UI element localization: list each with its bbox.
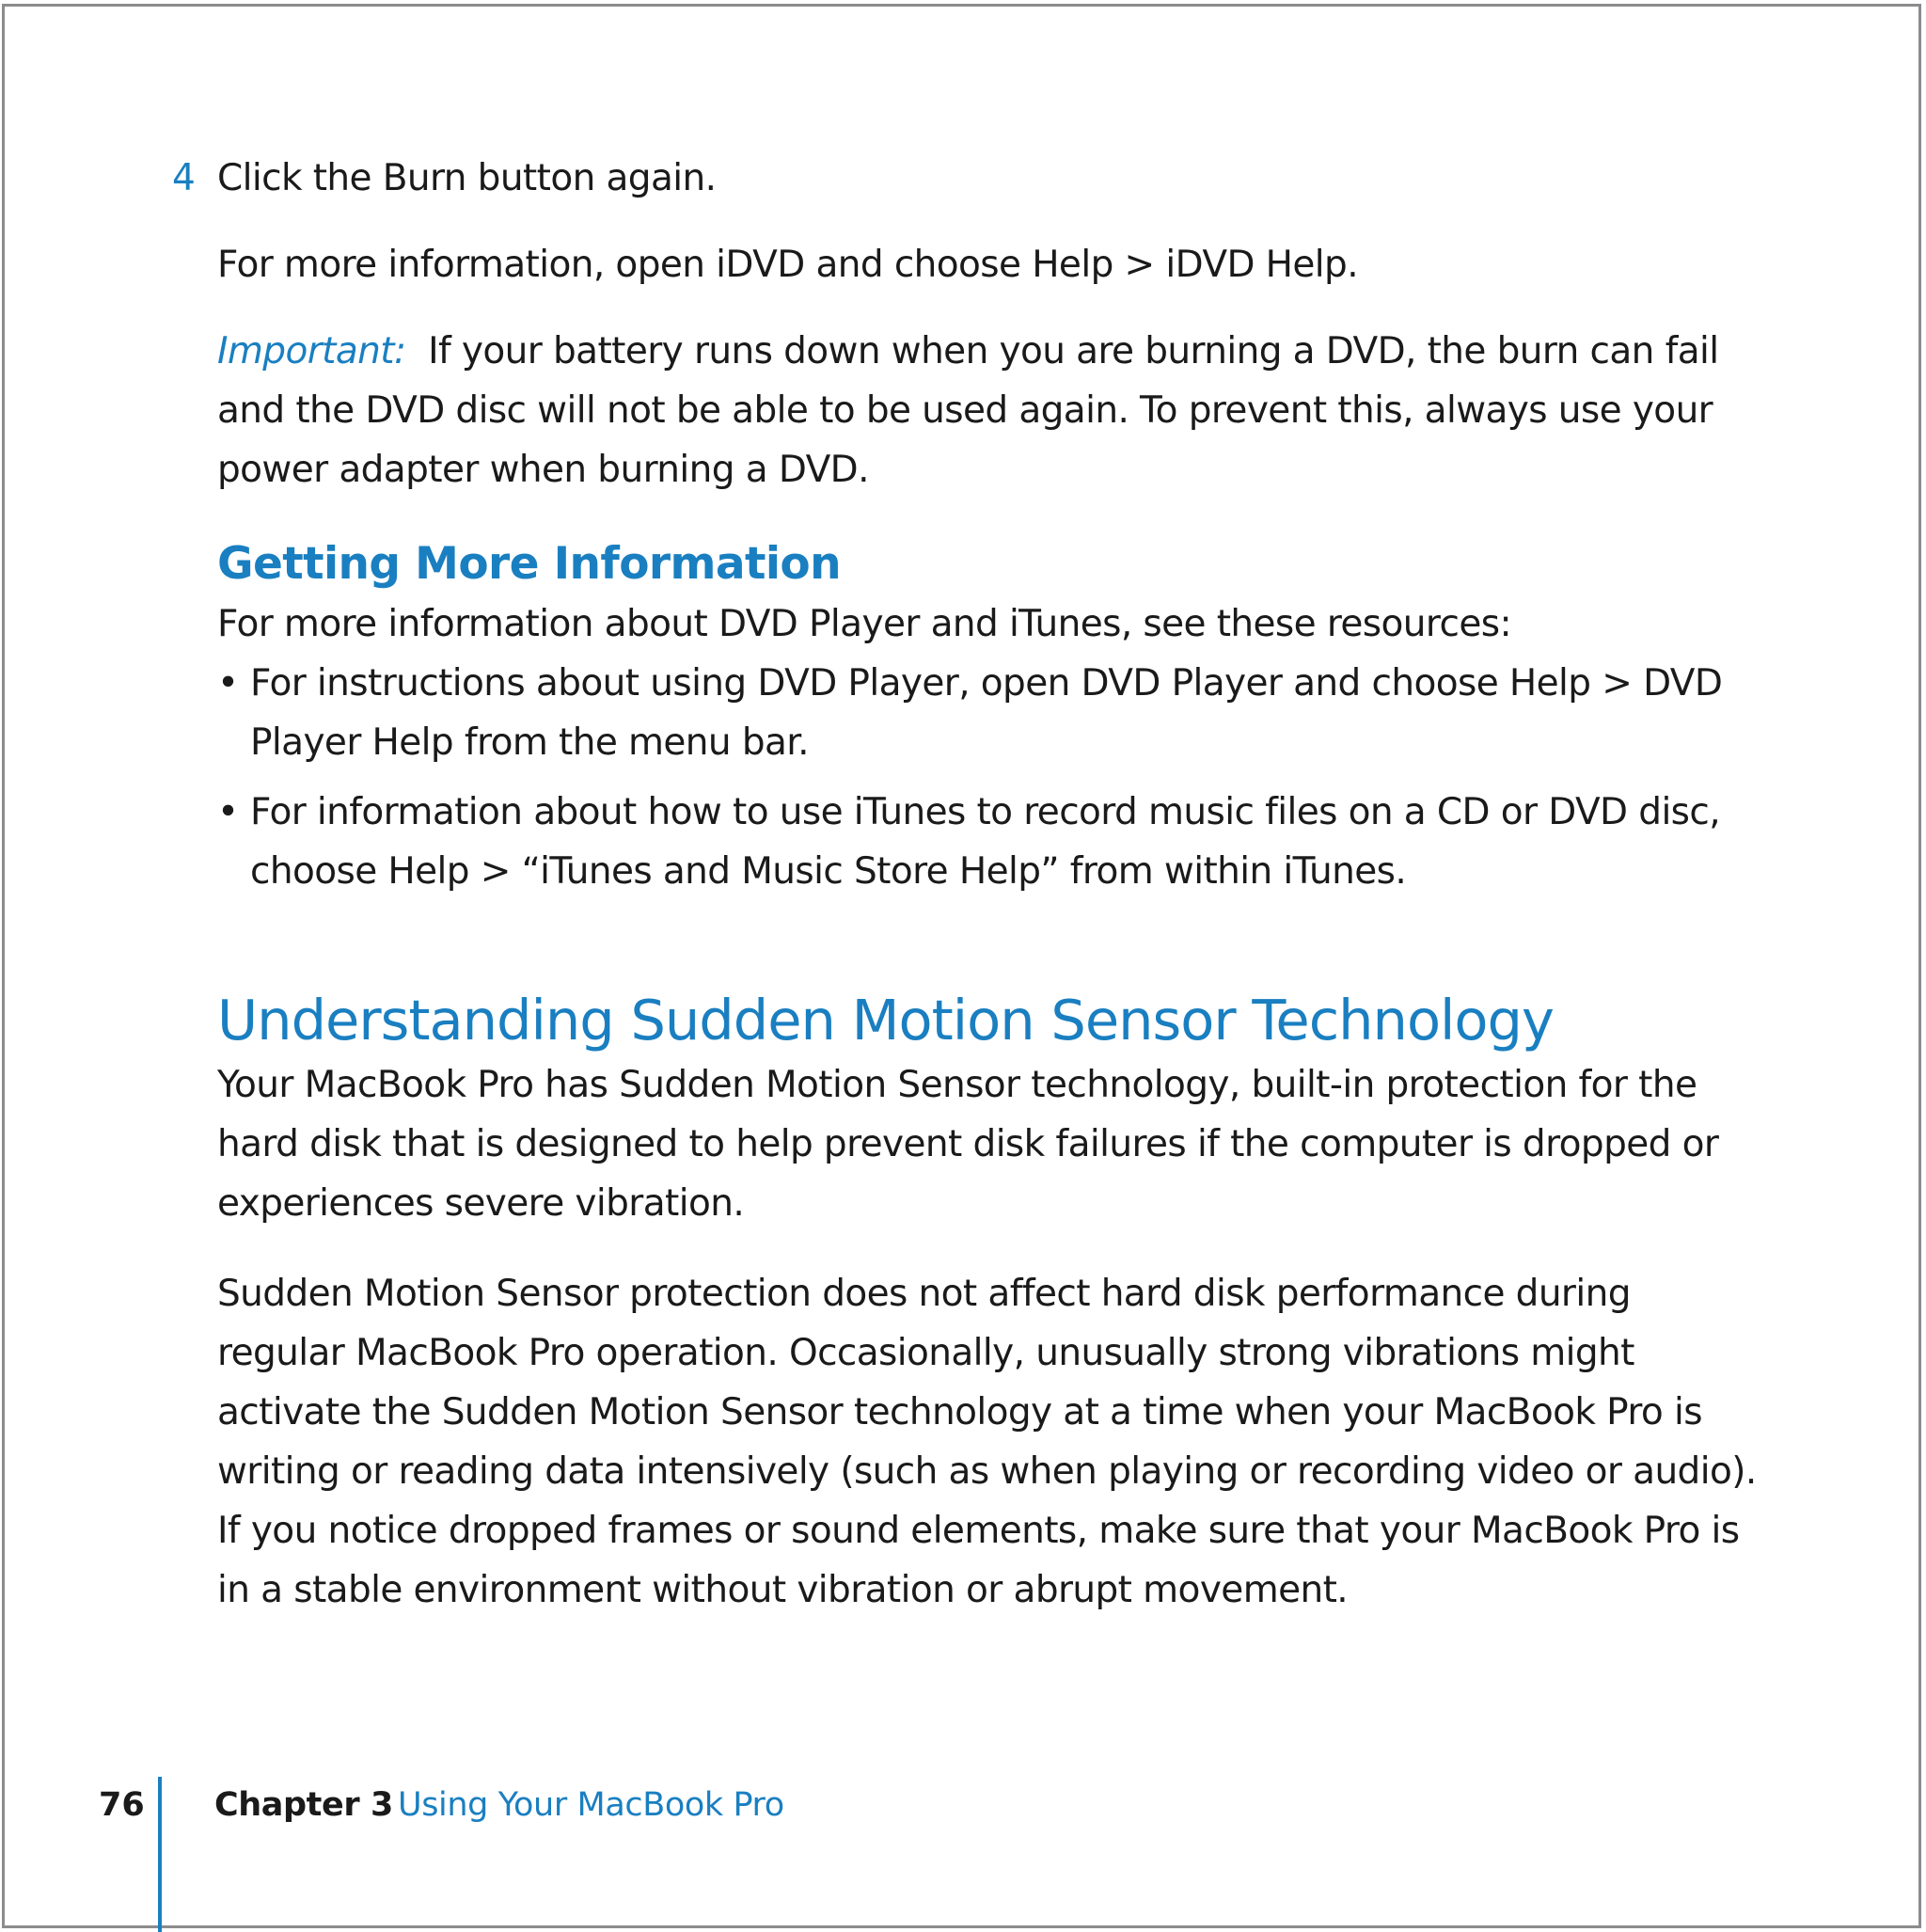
bullet-icon: • bbox=[217, 662, 239, 705]
list-item bbox=[217, 654, 1769, 772]
sudden-motion-paragraph: Sudden Motion Sensor protection does not affect hard disk performance during regular MacBook Pro operation. Occasionally, unusually strong vibrations might activate the Sudden Motion Sensor technology at a time when your MacBook Pro is writing or reading data intensively (such as when playing or recording video or audio). If you notice dropped frames or sound elements, make sure that your MacBook Pro is in a stable environment without vibration or abrupt movement. bbox=[217, 1273, 1757, 1611]
getting-more-information-heading: Getting More Information bbox=[217, 538, 841, 590]
chapter-title: Using Your MacBook Pro bbox=[398, 1786, 784, 1824]
sudden-motion-heading: Understanding Sudden Motion Sensor Technology bbox=[217, 988, 1554, 1053]
step-number: 4 bbox=[172, 157, 196, 199]
list-item-text: For instructions about using DVD Player, open DVD Player and choose Help > DVD Player Help from the menu bar. bbox=[250, 662, 1723, 764]
important-text: If your battery runs down when you are burning a DVD, the burn can fail and the DVD disc will not be able to be used again. To prevent this, always use your power adapter when burning a DVD. bbox=[217, 330, 1719, 491]
sudden-motion-paragraph: Your MacBook Pro has Sudden Motion Sensor technology, built-in protection for the hard disk that is designed to help prevent disk failures if the computer is dropped or experiences severe vibration. bbox=[217, 1064, 1719, 1225]
bullet-icon: • bbox=[217, 791, 239, 833]
resources-list bbox=[217, 654, 1769, 911]
step-text: Click the Burn button again. bbox=[217, 157, 717, 199]
info-paragraph: For more information, open iDVD and choose Help > iDVD Help. bbox=[217, 244, 1358, 286]
footer-divider bbox=[158, 1777, 162, 1932]
resources-intro: For more information about DVD Player and iTunes, see these resources: bbox=[217, 603, 1511, 645]
list-item-text: For information about how to use iTunes to record music files on a CD or DVD disc, choose Help > “iTunes and Music Store Help” from within iTunes. bbox=[250, 791, 1721, 893]
important-note bbox=[217, 322, 1760, 499]
chapter-label: Chapter 3 bbox=[214, 1786, 393, 1824]
important-label: Important: bbox=[217, 330, 406, 372]
list-item bbox=[217, 783, 1769, 901]
page-number: 76 bbox=[99, 1786, 145, 1824]
